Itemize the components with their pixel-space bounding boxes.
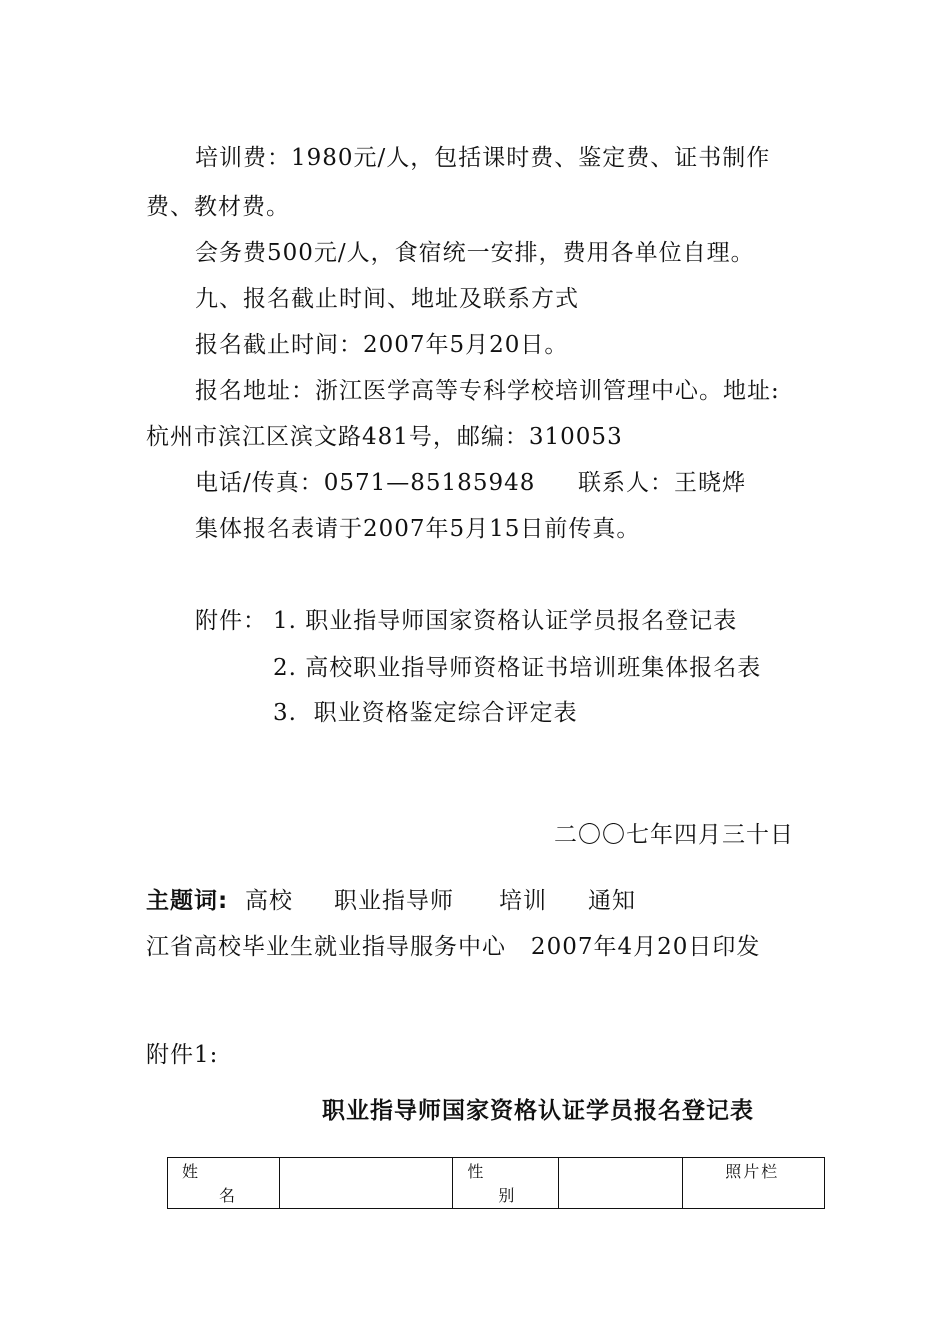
attachments-label: 附件： xyxy=(195,608,267,634)
deadline: 报名截止时间：2007年5月20日。 xyxy=(195,332,569,358)
gender-label-top: 性 xyxy=(467,1162,484,1181)
issuer-line: 江省高校毕业生就业指导服务中心 2007年4月20日印发 xyxy=(146,934,761,960)
attachment-item: 1. 职业指导师国家资格认证学员报名登记表 xyxy=(273,608,738,634)
keyword: 培训 xyxy=(499,888,547,914)
attachment-1-label: 附件1: xyxy=(146,1042,219,1068)
address-line-2: 杭州市滨江区滨文路481号，邮编：310053 xyxy=(146,424,623,450)
keywords-label: 主题词: xyxy=(146,888,229,914)
gender-value-cell[interactable] xyxy=(559,1158,683,1209)
name-label-cell xyxy=(168,1158,280,1209)
name-label-bottom: 名 xyxy=(218,1186,235,1205)
name-value-cell[interactable] xyxy=(279,1158,452,1209)
photo-label: 照片栏 xyxy=(725,1162,780,1181)
registration-form-title: 职业指导师国家资格认证学员报名登记表 xyxy=(322,1098,754,1124)
table-row xyxy=(168,1158,825,1209)
address-line-1: 报名地址：浙江医学高等专科学校培训管理中心。地址: xyxy=(195,378,780,404)
fee-line-1: 培训费：1980元/人，包括课时费、鉴定费、证书制作 xyxy=(195,145,771,171)
section-nine-heading: 九、报名截止时间、地址及联系方式 xyxy=(195,286,579,312)
phone-fax: 电话/传真：0571—85185948 xyxy=(195,470,536,496)
gender-label-bottom: 别 xyxy=(498,1186,515,1205)
keyword: 职业指导师 xyxy=(334,888,454,914)
name-label-top: 姓 xyxy=(182,1162,199,1181)
document-date: 二〇〇七年四月三十日 xyxy=(554,822,794,848)
fee-line-2: 费、教材费。 xyxy=(146,194,290,220)
keyword: 高校 xyxy=(245,888,293,914)
attachment-item: 2. 高校职业指导师资格证书培训班集体报名表 xyxy=(273,655,762,681)
contact-person: 联系人：王晓烨 xyxy=(578,470,746,496)
keyword: 通知 xyxy=(588,888,636,914)
group-fax-note: 集体报名表请于2007年5月15日前传真。 xyxy=(195,516,641,542)
gender-label-cell xyxy=(453,1158,559,1209)
meeting-fee: 会务费500元/人，食宿统一安排，费用各单位自理。 xyxy=(195,240,755,266)
photo-cell xyxy=(683,1158,825,1209)
attachment-item: 3. 职业资格鉴定综合评定表 xyxy=(273,700,578,726)
registration-table xyxy=(167,1157,825,1209)
